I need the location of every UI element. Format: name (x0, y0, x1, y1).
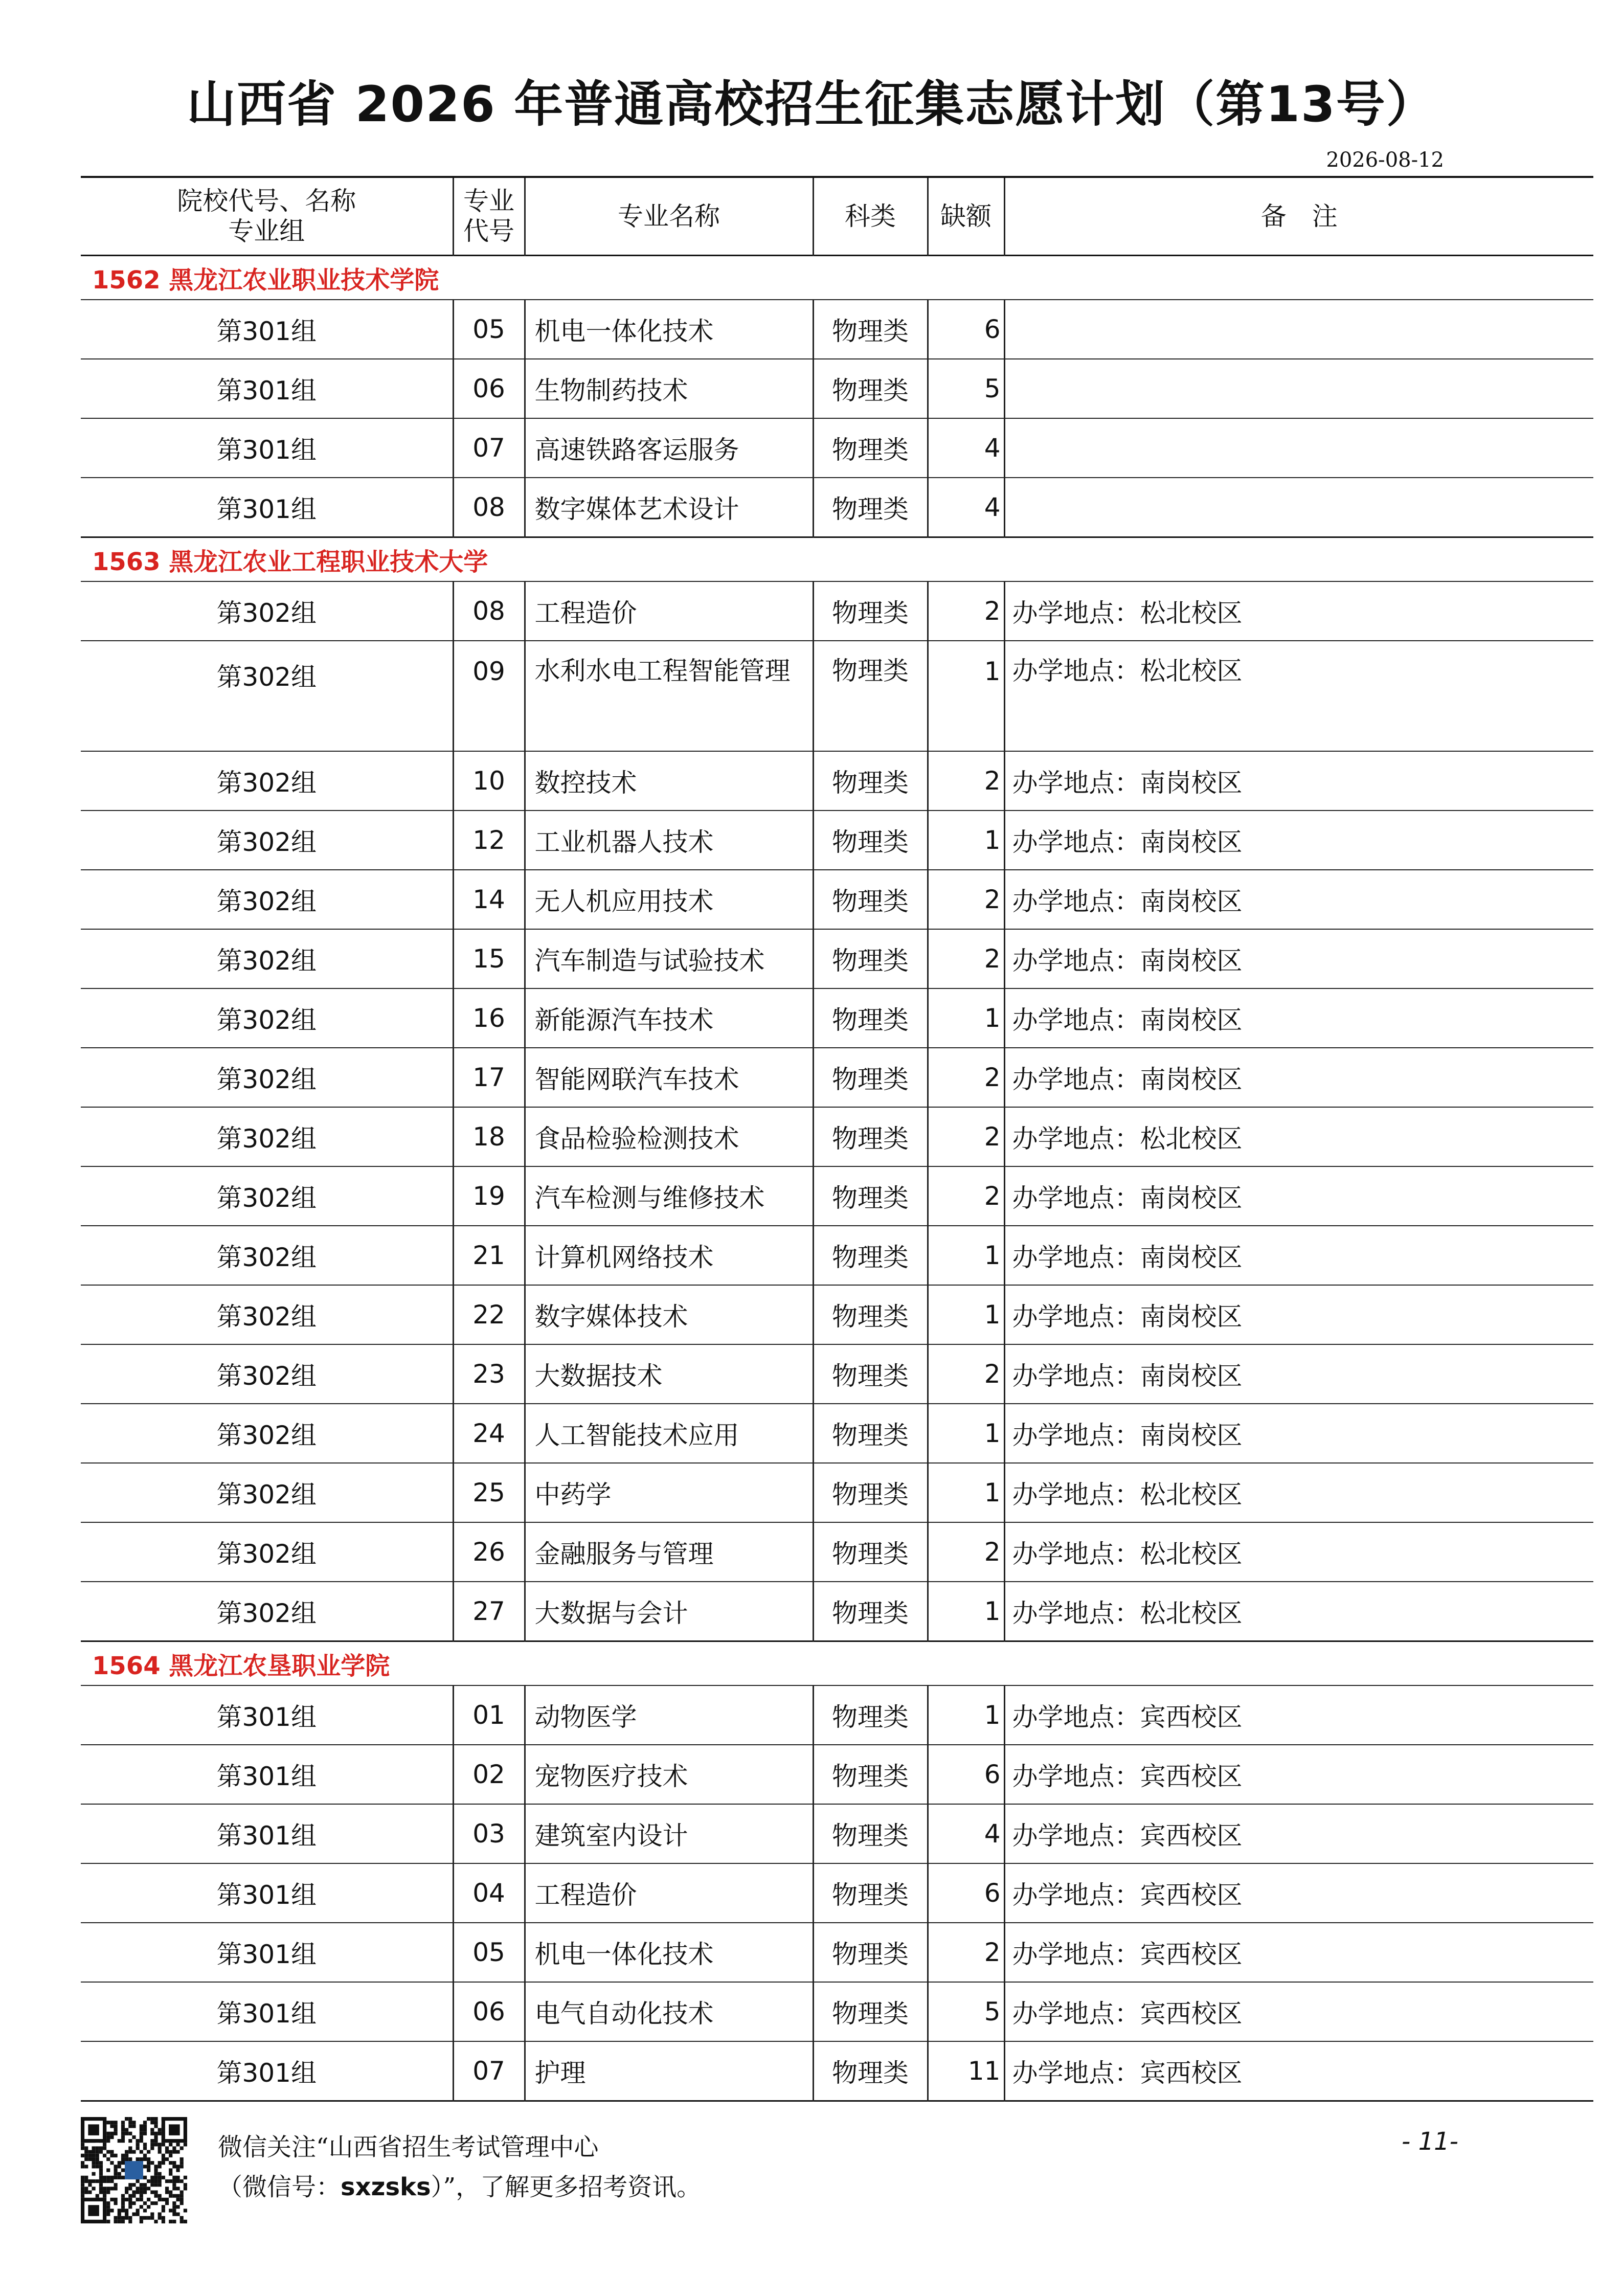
category-cell: 物理类 (813, 1685, 928, 1745)
major-name-cell: 动物医学 (525, 1685, 813, 1745)
school-heading-row (81, 1641, 1593, 1686)
major-group-cell: 第302组 (81, 1107, 453, 1166)
major-group-cell: 第302组 (81, 1048, 453, 1107)
major-name-cell: 新能源汽车技术 (525, 988, 813, 1048)
note-cell: 办学地点：宾西校区 (1004, 1745, 1593, 1804)
major-code-cell: 05 (453, 1923, 525, 1982)
major-group-cell: 第301组 (81, 1982, 453, 2041)
table-row (81, 1804, 1593, 1863)
major-code-cell: 24 (453, 1404, 525, 1463)
enrollment-plan-table (81, 176, 1593, 2102)
major-group-cell: 第302组 (81, 988, 453, 1048)
major-name-cell: 电气自动化技术 (525, 1982, 813, 2041)
major-name-cell: 数控技术 (525, 751, 813, 811)
category-cell: 物理类 (813, 1226, 928, 1285)
quota-cell: 1 (928, 988, 1004, 1048)
wechat-id: sxzsks (341, 2173, 431, 2201)
category-cell: 物理类 (813, 1522, 928, 1582)
major-code-cell: 03 (453, 1804, 525, 1863)
major-name-cell: 金融服务与管理 (525, 1522, 813, 1582)
major-code-cell: 25 (453, 1463, 525, 1522)
note-cell: 办学地点：松北校区 (1004, 581, 1593, 641)
major-name-cell: 数字媒体艺术设计 (525, 478, 813, 537)
major-code-cell: 07 (453, 418, 525, 478)
quota-cell: 2 (928, 1344, 1004, 1404)
category-cell: 物理类 (813, 1745, 928, 1804)
quota-cell: 4 (928, 1804, 1004, 1863)
note-cell: 办学地点：松北校区 (1004, 1522, 1593, 1582)
quota-cell: 1 (928, 1582, 1004, 1641)
quota-cell: 11 (928, 2041, 1004, 2101)
table-row (81, 1982, 1593, 2041)
major-code-cell: 06 (453, 359, 525, 418)
quota-cell: 2 (928, 1166, 1004, 1226)
note-cell: 办学地点：松北校区 (1004, 1107, 1593, 1166)
major-name-cell: 智能网联汽车技术 (525, 1048, 813, 1107)
school-heading: 1562 黑龙江农业职业技术学院 (81, 256, 1593, 300)
major-code-cell: 14 (453, 870, 525, 929)
school-heading-row (81, 537, 1593, 582)
major-code-cell: 17 (453, 1048, 525, 1107)
major-name-cell: 无人机应用技术 (525, 870, 813, 929)
table-row (81, 1404, 1593, 1463)
major-code-cell: 10 (453, 751, 525, 811)
page-title: 山西省 2026 年普通高校招生征集志愿计划（第13号） (187, 76, 1436, 133)
quota-cell: 2 (928, 1048, 1004, 1107)
major-name-cell: 护理 (525, 2041, 813, 2101)
table-row (81, 1048, 1593, 1107)
category-cell: 物理类 (813, 1166, 928, 1226)
major-name-cell: 大数据与会计 (525, 1582, 813, 1641)
major-code-cell: 23 (453, 1344, 525, 1404)
table-row (81, 1226, 1593, 1285)
major-name-cell: 生物制药技术 (525, 359, 813, 418)
quota-cell: 6 (928, 1745, 1004, 1804)
note-cell: 办学地点：南岗校区 (1004, 1048, 1593, 1107)
header-quota: 缺额 (928, 177, 1004, 256)
note-cell: 办学地点：松北校区 (1004, 1582, 1593, 1641)
category-cell: 物理类 (813, 300, 928, 359)
major-code-cell: 08 (453, 478, 525, 537)
note-cell: 办学地点：南岗校区 (1004, 1226, 1593, 1285)
note-cell: 办学地点：宾西校区 (1004, 1685, 1593, 1745)
quota-cell: 1 (928, 1463, 1004, 1522)
quota-cell: 6 (928, 300, 1004, 359)
quota-cell: 2 (928, 870, 1004, 929)
table-row (81, 1463, 1593, 1522)
table-row (81, 870, 1593, 929)
category-cell: 物理类 (813, 359, 928, 418)
header-category: 科类 (813, 177, 928, 256)
major-name-cell: 宠物医疗技术 (525, 1745, 813, 1804)
note-cell (1004, 418, 1593, 478)
publish-date: 2026-08-12 (1326, 148, 1444, 172)
major-code-cell: 07 (453, 2041, 525, 2101)
table-row (81, 988, 1593, 1048)
major-code-cell: 06 (453, 1982, 525, 2041)
major-code-cell: 09 (453, 641, 525, 751)
table-row (81, 1863, 1593, 1923)
table-row (81, 1745, 1593, 1804)
major-name-cell: 汽车制造与试验技术 (525, 929, 813, 988)
note-cell: 办学地点：宾西校区 (1004, 1982, 1593, 2041)
category-cell: 物理类 (813, 1923, 928, 1982)
table-row (81, 929, 1593, 988)
major-code-cell: 04 (453, 1863, 525, 1923)
category-cell: 物理类 (813, 1048, 928, 1107)
major-group-cell: 第302组 (81, 929, 453, 988)
category-cell: 物理类 (813, 1344, 928, 1404)
table-row (81, 478, 1593, 537)
table-row (81, 359, 1593, 418)
major-group-cell: 第301组 (81, 1804, 453, 1863)
category-cell: 物理类 (813, 929, 928, 988)
category-cell: 物理类 (813, 751, 928, 811)
category-cell: 物理类 (813, 811, 928, 870)
major-code-cell: 27 (453, 1582, 525, 1641)
major-code-cell: 02 (453, 1745, 525, 1804)
major-name-cell: 中药学 (525, 1463, 813, 1522)
note-cell: 办学地点：松北校区 (1004, 641, 1593, 751)
quota-cell: 1 (928, 1285, 1004, 1344)
note-cell (1004, 300, 1593, 359)
major-group-cell: 第302组 (81, 1226, 453, 1285)
quota-cell: 1 (928, 1404, 1004, 1463)
major-code-cell: 05 (453, 300, 525, 359)
note-cell: 办学地点：宾西校区 (1004, 1863, 1593, 1923)
table-row (81, 1685, 1593, 1745)
quota-cell: 4 (928, 418, 1004, 478)
major-name-cell: 工业机器人技术 (525, 811, 813, 870)
major-code-cell: 16 (453, 988, 525, 1048)
major-code-cell: 22 (453, 1285, 525, 1344)
table-row (81, 1582, 1593, 1641)
school-heading-row (81, 256, 1593, 300)
category-cell: 物理类 (813, 1804, 928, 1863)
category-cell: 物理类 (813, 870, 928, 929)
major-name-cell: 人工智能技术应用 (525, 1404, 813, 1463)
major-name-cell: 汽车检测与维修技术 (525, 1166, 813, 1226)
major-group-cell: 第301组 (81, 1923, 453, 1982)
quota-cell: 1 (928, 1685, 1004, 1745)
category-cell: 物理类 (813, 1285, 928, 1344)
major-group-cell: 第302组 (81, 870, 453, 929)
page-footer (81, 2107, 1593, 2230)
note-cell (1004, 359, 1593, 418)
quota-cell: 1 (928, 811, 1004, 870)
quota-cell: 4 (928, 478, 1004, 537)
major-group-cell: 第301组 (81, 418, 453, 478)
header-major-code: 专业 代号 (453, 177, 525, 256)
category-cell: 物理类 (813, 1404, 928, 1463)
quota-cell: 1 (928, 641, 1004, 751)
major-group-cell: 第302组 (81, 1522, 453, 1582)
table-row (81, 1522, 1593, 1582)
school-heading: 1563 黑龙江农业工程职业技术大学 (81, 537, 1593, 582)
major-group-cell: 第301组 (81, 1863, 453, 1923)
table-body (81, 256, 1593, 2101)
major-name-cell: 工程造价 (525, 1863, 813, 1923)
note-cell: 办学地点：南岗校区 (1004, 811, 1593, 870)
table-row (81, 418, 1593, 478)
major-group-cell: 第302组 (81, 641, 453, 751)
quota-cell: 1 (928, 1226, 1004, 1285)
table-row (81, 1285, 1593, 1344)
major-group-cell: 第302组 (81, 811, 453, 870)
table-row (81, 751, 1593, 811)
category-cell: 物理类 (813, 581, 928, 641)
note-cell: 办学地点：宾西校区 (1004, 2041, 1593, 2101)
major-code-cell: 15 (453, 929, 525, 988)
category-cell: 物理类 (813, 2041, 928, 2101)
quota-cell: 2 (928, 751, 1004, 811)
quota-cell: 2 (928, 929, 1004, 988)
major-group-cell: 第302组 (81, 581, 453, 641)
table-row (81, 1923, 1593, 1982)
major-name-cell: 工程造价 (525, 581, 813, 641)
category-cell: 物理类 (813, 418, 928, 478)
category-cell: 物理类 (813, 1463, 928, 1522)
major-name-cell: 数字媒体技术 (525, 1285, 813, 1344)
major-code-cell: 08 (453, 581, 525, 641)
wechat-notice: 微信关注“山西省招生考试管理中心 （微信号：sxzsks）”，了解更多招考资讯。 (218, 2133, 702, 2201)
major-group-cell: 第302组 (81, 1582, 453, 1641)
quota-cell: 5 (928, 1982, 1004, 2041)
note-cell: 办学地点：南岗校区 (1004, 988, 1593, 1048)
school-heading: 1564 黑龙江农垦职业学院 (81, 1641, 1593, 1686)
major-name-cell: 建筑室内设计 (525, 1804, 813, 1863)
page-number: - 11- (1402, 2127, 1458, 2156)
major-group-cell: 第302组 (81, 1166, 453, 1226)
table-row (81, 300, 1593, 359)
quota-cell: 5 (928, 359, 1004, 418)
table-row (81, 811, 1593, 870)
note-cell: 办学地点：南岗校区 (1004, 929, 1593, 988)
major-group-cell: 第302组 (81, 1463, 453, 1522)
category-cell: 物理类 (813, 1582, 928, 1641)
quota-cell: 2 (928, 581, 1004, 641)
table-header (81, 177, 1593, 256)
note-cell: 办学地点：宾西校区 (1004, 1923, 1593, 1982)
note-cell: 办学地点：南岗校区 (1004, 1166, 1593, 1226)
header-school-group: 院校代号、名称 专业组 (81, 177, 453, 256)
major-group-cell: 第301组 (81, 1685, 453, 1745)
category-cell: 物理类 (813, 1107, 928, 1166)
major-name-cell: 机电一体化技术 (525, 300, 813, 359)
category-cell: 物理类 (813, 641, 928, 751)
major-group-cell: 第301组 (81, 1745, 453, 1804)
major-group-cell: 第302组 (81, 751, 453, 811)
table-row (81, 641, 1593, 751)
major-name-cell: 高速铁路客运服务 (525, 418, 813, 478)
major-group-cell: 第301组 (81, 359, 453, 418)
header-notes: 备 注 (1004, 177, 1593, 256)
category-cell: 物理类 (813, 1982, 928, 2041)
major-name-cell: 计算机网络技术 (525, 1226, 813, 1285)
major-name-cell: 水利水电工程智能管理 (525, 641, 813, 751)
note-cell: 办学地点：南岗校区 (1004, 1344, 1593, 1404)
major-code-cell: 26 (453, 1522, 525, 1582)
major-group-cell: 第301组 (81, 2041, 453, 2101)
major-code-cell: 19 (453, 1166, 525, 1226)
note-cell: 办学地点：松北校区 (1004, 1463, 1593, 1522)
table-row (81, 1344, 1593, 1404)
major-group-cell: 第302组 (81, 1285, 453, 1344)
major-code-cell: 01 (453, 1685, 525, 1745)
major-group-cell: 第301组 (81, 478, 453, 537)
table-row (81, 2041, 1593, 2101)
category-cell: 物理类 (813, 478, 928, 537)
major-code-cell: 18 (453, 1107, 525, 1166)
table-row (81, 1107, 1593, 1166)
table-row (81, 581, 1593, 641)
major-name-cell: 食品检验检测技术 (525, 1107, 813, 1166)
header-major-name: 专业名称 (525, 177, 813, 256)
note-cell: 办学地点：南岗校区 (1004, 870, 1593, 929)
note-cell: 办学地点：宾西校区 (1004, 1804, 1593, 1863)
major-code-cell: 21 (453, 1226, 525, 1285)
category-cell: 物理类 (813, 988, 928, 1048)
major-group-cell: 第301组 (81, 300, 453, 359)
qr-code-icon (81, 2117, 187, 2223)
quota-cell: 2 (928, 1107, 1004, 1166)
major-group-cell: 第302组 (81, 1404, 453, 1463)
major-name-cell: 机电一体化技术 (525, 1923, 813, 1982)
table-row (81, 1166, 1593, 1226)
note-cell: 办学地点：南岗校区 (1004, 1404, 1593, 1463)
quota-cell: 2 (928, 1522, 1004, 1582)
major-group-cell: 第302组 (81, 1344, 453, 1404)
major-name-cell: 大数据技术 (525, 1344, 813, 1404)
note-cell (1004, 478, 1593, 537)
quota-cell: 6 (928, 1863, 1004, 1923)
note-cell: 办学地点：南岗校区 (1004, 1285, 1593, 1344)
note-cell: 办学地点：南岗校区 (1004, 751, 1593, 811)
quota-cell: 2 (928, 1923, 1004, 1982)
category-cell: 物理类 (813, 1863, 928, 1923)
major-code-cell: 12 (453, 811, 525, 870)
